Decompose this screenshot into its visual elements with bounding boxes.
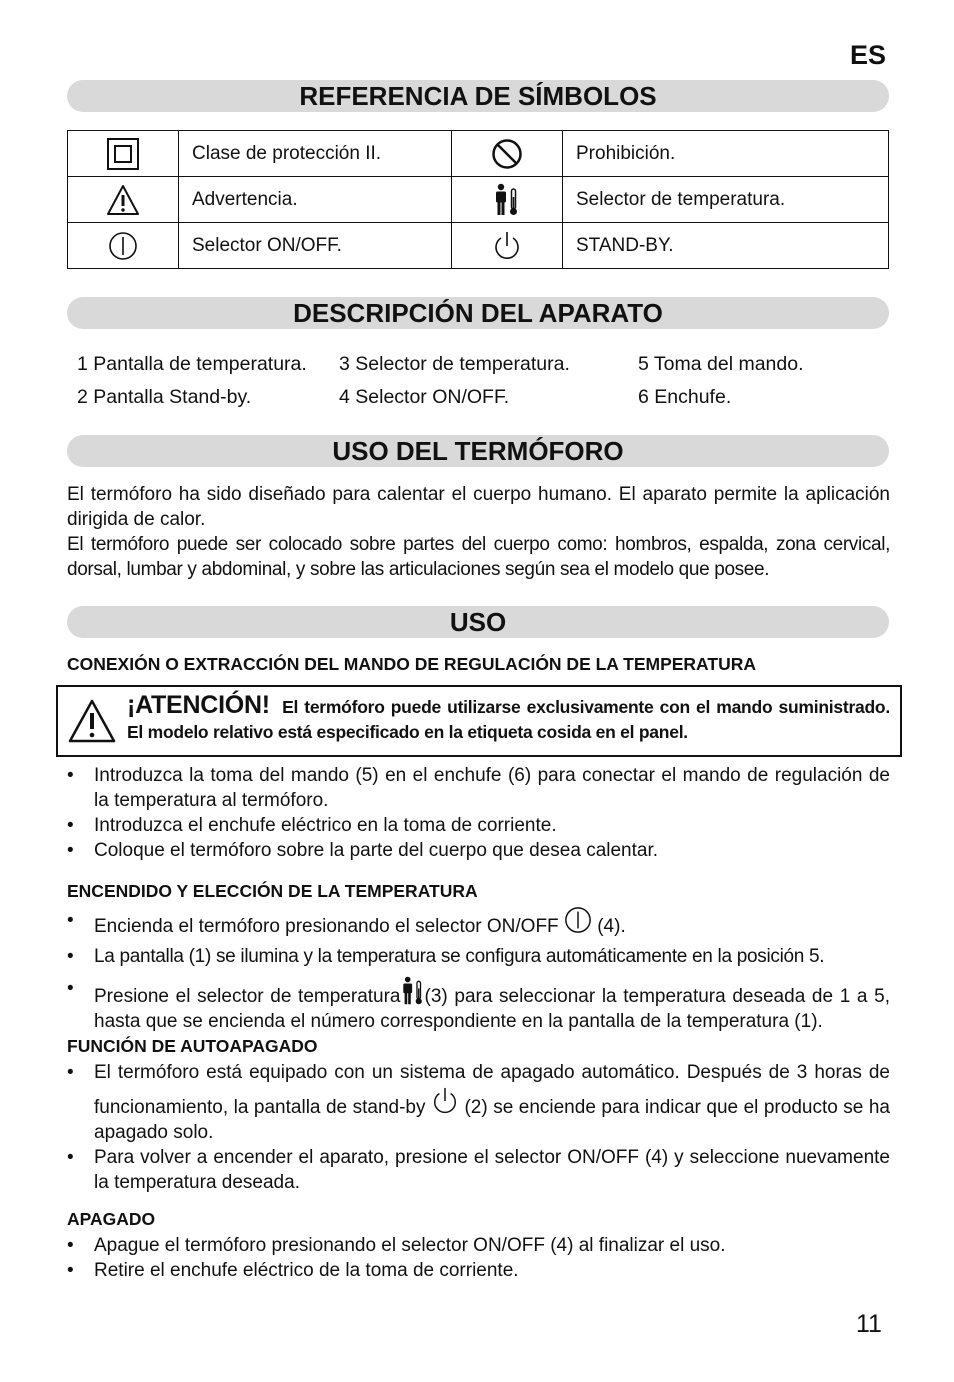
- page-number: 11: [856, 1310, 882, 1338]
- section-header-description: DESCRIPCIÓN DEL APARATO: [67, 297, 889, 329]
- temperature-selector-icon: [401, 976, 425, 1006]
- list-item: • El termóforo está equipado con un sistema de apagado automático. Después de 3 horas de funcionamiento, la pantalla de stand-by (2) se enciende para indicar que el producto se ha apagado solo.: [67, 1060, 890, 1145]
- list-item: • Retire el enchufe eléctrico de la toma de corriente.: [67, 1258, 890, 1283]
- symbol-label: Advertencia.: [179, 177, 452, 223]
- part-item: 3 Selector de temperatura.: [339, 353, 570, 375]
- paragraph: El termóforo ha sido diseñado para calentar el cuerpo humano. El aparato permite la aplicación dirigida de calor.: [67, 484, 890, 530]
- paragraph: El termóforo puede ser colocado sobre partes del cuerpo como: hombros, espalda, zona cervical, dorsal, lumbar y abdominal, y sobre las articulaciones según sea el modelo que posee.: [67, 534, 890, 580]
- standby-icon: [492, 230, 522, 262]
- prohibition-icon: [491, 138, 523, 170]
- attention-text: El termóforo puede utilizarse exclusivamente con el mando suministrado. El modelo relativo está especificado en la etiqueta cosida en el panel.: [127, 697, 890, 742]
- table-row: [68, 223, 889, 269]
- section-header-symbols: REFERENCIA DE SÍMBOLOS: [67, 80, 889, 112]
- list-item: • Presione el selector de temperatura (3) para seleccionar la temperatura deseada de 1 a 5, hasta que se encienda el número correspondiente en la pantalla de la temperatura (1).: [67, 976, 890, 1034]
- subheading-connection: CONEXIÓN O EXTRACCIÓN DEL MANDO DE REGULACIÓN DE LA TEMPERATURA: [67, 654, 757, 674]
- subheading-off: APAGADO: [67, 1209, 156, 1229]
- list-item: • La pantalla (1) se ilumina y la temperatura se configura automáticamente en la posición 5.: [67, 942, 890, 972]
- list-item: • Encienda el termóforo presionando el selector ON/OFF (4).: [67, 906, 890, 942]
- standby-icon: [431, 1085, 459, 1117]
- part-item: 1 Pantalla de temperatura.: [77, 353, 307, 375]
- warning-icon: [106, 184, 140, 216]
- list-item: • Coloque el termóforo sobre la parte del cuerpo que desea calentar.: [67, 838, 890, 863]
- off-list: [67, 1233, 890, 1283]
- symbols-table: [67, 130, 889, 269]
- use-of-text: [67, 482, 890, 582]
- part-item: 4 Selector ON/OFF.: [339, 386, 510, 408]
- list-item: • Introduzca el enchufe eléctrico en la toma de corriente.: [67, 813, 890, 838]
- temperature-selector-icon: [494, 183, 520, 217]
- list-item: • Para volver a encender el aparato, presione el selector ON/OFF (4) y seleccione nuevamente la temperatura deseada.: [67, 1145, 890, 1195]
- section-header-use: USO: [67, 606, 889, 638]
- warning-icon: [68, 699, 116, 743]
- list-item: • Apague el termóforo presionando el selector ON/OFF (4) al finalizar el uso.: [67, 1233, 890, 1258]
- subheading-switching-on: ENCENDIDO Y ELECCIÓN DE LA TEMPERATURA: [67, 881, 478, 901]
- symbol-label: Selector ON/OFF.: [179, 223, 452, 269]
- language-code: ES: [850, 40, 887, 70]
- symbol-label: STAND-BY.: [563, 223, 889, 269]
- symbol-label: Prohibición.: [563, 131, 889, 177]
- symbol-label: Clase de protección II.: [179, 131, 452, 177]
- auto-off-list: [67, 1060, 890, 1195]
- section-header-use-of: USO DEL TERMÓFORO: [67, 435, 889, 467]
- part-item: 6 Enchufe.: [638, 386, 732, 408]
- attention-box: [56, 685, 902, 757]
- switching-on-list: [67, 906, 890, 1034]
- part-item: 5 Toma del mando.: [638, 353, 804, 375]
- connection-list: [67, 763, 890, 863]
- table-row: [68, 177, 889, 223]
- onoff-icon: [108, 231, 138, 261]
- class-ii-icon: [107, 138, 139, 170]
- onoff-icon: [564, 906, 592, 934]
- subheading-auto-off: FUNCIÓN DE AUTOAPAGADO: [67, 1036, 318, 1056]
- table-row: [68, 131, 889, 177]
- symbol-label: Selector de temperatura.: [563, 177, 889, 223]
- part-item: 2 Pantalla Stand-by.: [77, 386, 252, 408]
- attention-title: ¡ATENCIÓN!: [127, 691, 270, 719]
- list-item: • Introduzca la toma del mando (5) en el enchufe (6) para conectar el mando de regulación de la temperatura al termóforo.: [67, 763, 890, 813]
